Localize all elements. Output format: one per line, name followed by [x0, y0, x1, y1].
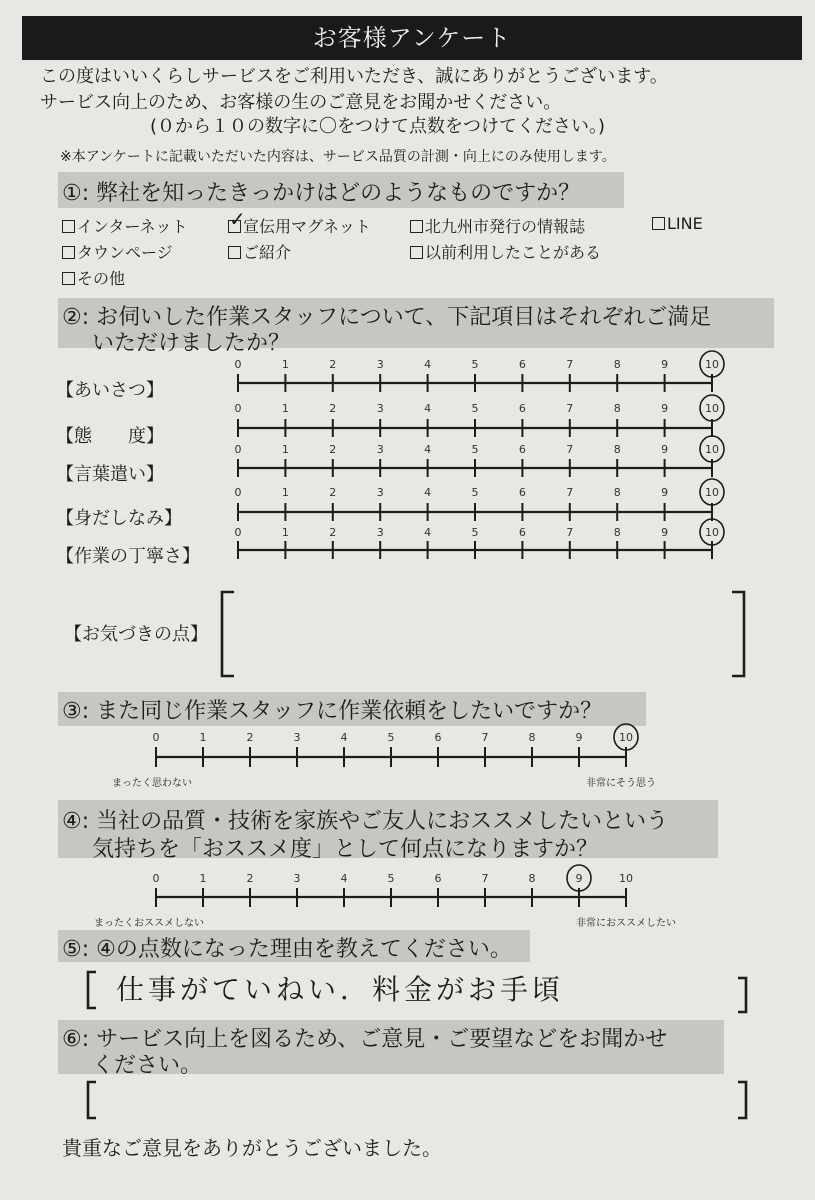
q5-text: ⑤: ④の点数になった理由を教えてください。 [62, 937, 512, 962]
tick-label: 8 [613, 402, 621, 415]
q1-option-label: タウンページ [77, 243, 173, 262]
tick-label: 10 [705, 443, 719, 456]
tick-label: 10 [705, 402, 719, 415]
tick-label: 0 [234, 402, 242, 415]
tick-label: 6 [518, 486, 526, 499]
tick-label: 7 [566, 486, 574, 499]
q4-high-caption: 非常におススメしたい [576, 918, 676, 929]
q1-option-label: 北九州市発行の情報誌 [425, 217, 586, 236]
tick-label: 8 [613, 443, 621, 456]
tick-label: 9 [661, 358, 669, 371]
intro-line-3: (０から１０の数字に〇をつけて点数をつけてください。) [150, 116, 606, 137]
tick-label: 9 [661, 526, 669, 539]
tick-label: 5 [471, 443, 479, 456]
tick-label: 10 [705, 526, 719, 539]
tick-label: 5 [471, 486, 479, 499]
tick-label: 2 [246, 731, 254, 744]
tick-label: 2 [329, 358, 337, 371]
tick-label: 1 [281, 402, 289, 415]
q4-text-line-1: ④: 当社の品質・技術を家族やご友人におススメしたいという [62, 809, 669, 834]
tick-label: 8 [613, 486, 621, 499]
notice-label: 【お気づきの点】 [64, 624, 208, 645]
tick-label: 8 [528, 872, 536, 885]
tick-label: 6 [434, 731, 442, 744]
q5-answer[interactable]: 仕事がていねい．料金がお手頃 [116, 973, 565, 1006]
q3-low-caption: まったく思わない [112, 778, 192, 789]
tick-label: 3 [376, 402, 384, 415]
q4-text-line-2: 気持ちを「おススメ度」として何点になりますか？ [92, 837, 599, 862]
q6-bracket-right [738, 1082, 746, 1118]
intro-line-1: この度はいいくらしサービスをご利用いただき、誠にありがとうございます。 [40, 66, 668, 87]
q5-bracket-left [88, 972, 96, 1008]
q3-high-caption: 非常にそう思う [586, 778, 656, 789]
tick-label: 3 [376, 443, 384, 456]
q1-option-label: LINE [667, 214, 703, 233]
q4-low-caption: まったくおススメしない [94, 918, 204, 929]
tick-label: 9 [575, 731, 583, 744]
usage-note: ※本アンケートに記載いただいた内容は、サービス品質の計測・向上にのみ使用します。 [60, 149, 616, 165]
q2-text-line-1: ②: お伺いした作業スタッフについて、下記項目はそれぞれご満足 [62, 305, 712, 330]
tick-label: 1 [281, 443, 289, 456]
survey-title: お客様アンケート [22, 16, 802, 60]
tick-label: 5 [471, 526, 479, 539]
q6-text-line-1: ⑥: サービス向上を図るため、ご意見・ご要望などをお聞かせ [62, 1027, 668, 1052]
tick-label: 10 [619, 872, 633, 885]
tick-label: 2 [329, 486, 337, 499]
q1-option-label: インターネット [77, 217, 188, 236]
q6-text-line-2: ください。 [92, 1053, 203, 1078]
q1-text: ①: 弊社を知ったきっかけはどのようなものですか？ [62, 181, 581, 206]
q1-option-label: ご紹介 [243, 243, 292, 262]
q5-bracket-right [738, 978, 746, 1012]
tick-label: 0 [234, 526, 242, 539]
tick-label: 2 [246, 872, 254, 885]
tick-label: 2 [329, 443, 337, 456]
tick-label: 4 [424, 526, 432, 539]
tick-label: 9 [575, 872, 583, 885]
tick-label: 4 [424, 443, 432, 456]
tick-label: 2 [329, 402, 337, 415]
tick-label: 4 [340, 872, 348, 885]
tick-label: 10 [705, 358, 719, 371]
q2-row-label-attitude: 【態 度】 [56, 426, 164, 447]
tick-label: 8 [528, 731, 536, 744]
q1-option-label: 宣伝用マグネット [243, 217, 371, 236]
tick-label: 5 [471, 402, 479, 415]
tick-label: 9 [661, 402, 669, 415]
tick-label: 0 [234, 443, 242, 456]
tick-label: 7 [566, 402, 574, 415]
tick-label: 1 [199, 872, 207, 885]
q1-option-label: 以前利用したことがある [425, 243, 602, 262]
q2-row-label-language: 【言葉遣い】 [56, 464, 164, 485]
checkmark-icon: ✓ [229, 207, 246, 231]
tick-label: 5 [387, 872, 395, 885]
tick-label: 3 [293, 731, 301, 744]
tick-label: 4 [424, 486, 432, 499]
tick-label: 10 [705, 486, 719, 499]
q6-bracket-left [88, 1082, 96, 1118]
q2-text-line-2: いただけましたか？ [92, 331, 291, 356]
tick-label: 5 [471, 358, 479, 371]
tick-label: 0 [152, 731, 160, 744]
q2-row-label-greeting: 【あいさつ】 [56, 380, 164, 401]
tick-label: 8 [613, 526, 621, 539]
tick-label: 7 [566, 358, 574, 371]
footer-thanks: 貴重なご意見をありがとうございました。 [62, 1136, 442, 1160]
tick-label: 5 [387, 731, 395, 744]
tick-label: 4 [340, 731, 348, 744]
tick-label: 10 [619, 731, 633, 744]
tick-label: 1 [199, 731, 207, 744]
tick-label: 3 [293, 872, 301, 885]
intro-line-2: サービス向上のため、お客様の生のご意見をお聞かせください。 [40, 92, 562, 113]
tick-label: 7 [566, 526, 574, 539]
tick-label: 3 [376, 358, 384, 371]
notice-bracket-left [222, 592, 234, 676]
tick-label: 7 [481, 731, 489, 744]
tick-label: 9 [661, 486, 669, 499]
tick-label: 7 [566, 443, 574, 456]
tick-label: 0 [234, 486, 242, 499]
tick-label: 3 [376, 486, 384, 499]
q1-option-label: その他 [77, 269, 126, 288]
tick-label: 4 [424, 402, 432, 415]
tick-label: 9 [661, 443, 669, 456]
tick-label: 0 [234, 358, 242, 371]
tick-label: 6 [518, 358, 526, 371]
tick-label: 0 [152, 872, 160, 885]
tick-label: 1 [281, 358, 289, 371]
q2-row-label-appearance: 【身だしなみ】 [56, 508, 182, 529]
tick-label: 6 [518, 443, 526, 456]
tick-label: 8 [613, 358, 621, 371]
tick-label: 6 [434, 872, 442, 885]
tick-label: 6 [518, 526, 526, 539]
tick-label: 7 [481, 872, 489, 885]
tick-label: 6 [518, 402, 526, 415]
q2-row-label-carefulness: 【作業の丁寧さ】 [56, 546, 200, 567]
notice-bracket-right [732, 592, 744, 676]
tick-label: 1 [281, 526, 289, 539]
tick-label: 1 [281, 486, 289, 499]
q3-text: ③: また同じ作業スタッフに作業依頼をしたいですか？ [62, 699, 603, 724]
tick-label: 2 [329, 526, 337, 539]
tick-label: 3 [376, 526, 384, 539]
tick-label: 4 [424, 358, 432, 371]
